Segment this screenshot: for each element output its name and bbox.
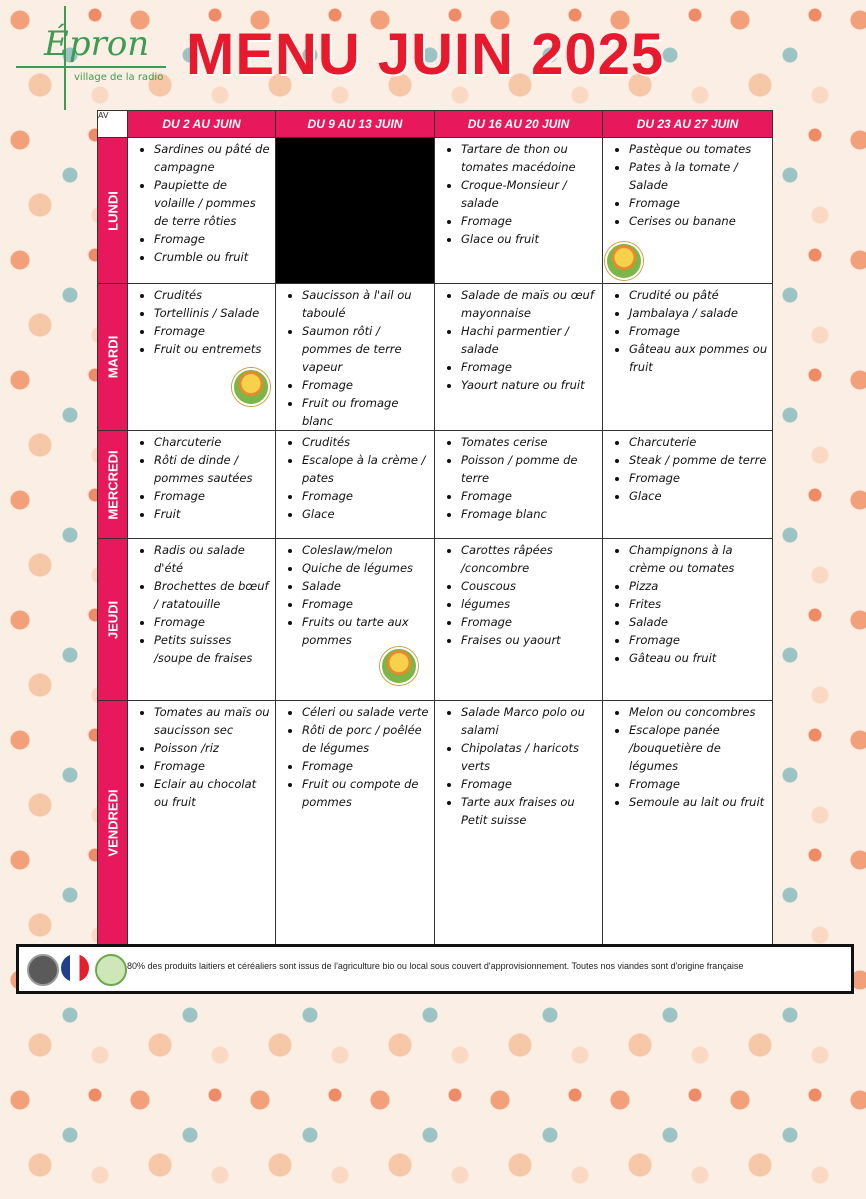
menu-item: • Charcuterie [154,433,271,451]
menu-item: • Fromage [461,613,598,631]
logo-tagline: village de la radio [74,72,164,83]
row-mardi [98,284,773,431]
menu-cell [435,284,603,431]
week-header-3: DU 16 AU 20 JUIN [435,111,603,138]
menu-item: • Charcuterie [629,433,768,451]
menu-item: • Fromage [461,487,598,505]
menu-item: • Saumon rôti / pommes de terre vapeur [302,322,430,376]
redacted-cell [276,138,435,284]
menu-item: • Fromage [629,194,768,212]
menu-item: • Pastèque ou tomates [629,140,768,158]
row-vendredi [98,701,773,945]
menu-item: • Salade Marco polo ou salami [461,703,598,739]
menu-item: • Salade [629,613,768,631]
menu-cell [276,284,435,431]
menu-item: • Tarte aux fraises ou Petit suisse [461,793,598,829]
menu-item: • Tartare de thon ou tomates macédoine [461,140,598,176]
menu-item: • Sardines ou pâté de campagne [154,140,271,176]
menu-item: • Tomates au maïs ou saucisson sec [154,703,271,739]
menu-item: • Fromage [154,613,271,631]
day-label: VENDREDI [105,788,120,857]
menu-item: • Rôti de porc / poêlée de légumes [302,721,430,757]
menu-item: • Semoule au lait ou fruit [629,793,768,811]
menu-item: • Fromage [302,757,430,775]
menu-item: • Fromage [629,469,768,487]
menu-cell [435,431,603,539]
week-header-1: DU 2 AU JUIN [128,111,276,138]
bio-logo-icon [95,954,127,986]
row-lundi [98,138,773,284]
menu-item: • Fruit [154,505,271,523]
menu-item: • Fromage [302,376,430,394]
menu-item: • Fromage [154,322,271,340]
menu-cell [603,539,773,701]
menu-item: • Petits suisses /soupe de fraises [154,631,271,667]
menu-item: • Crumble ou fruit [154,248,271,266]
menu-item: • Carottes râpées /concombre [461,541,598,577]
menu-item: • Glace [629,487,768,505]
menu-item: • Poisson /riz [154,739,271,757]
menu-item: • Crudités [154,286,271,304]
menu-item: • Hachi parmentier / salade [461,322,598,358]
menu-item: • Melon ou concombres [629,703,768,721]
menu-item: • Fromage [461,775,598,793]
menu-item: • Glace ou fruit [461,230,598,248]
menu-item: • Fromage [461,358,598,376]
menu-item: • Fromage blanc [461,505,598,523]
week-header-2: DU 9 AU 13 JUIN [276,111,435,138]
local-logo-icon [27,954,59,986]
menu-item: • Fraises ou yaourt [461,631,598,649]
menu-item: • Paupiette de volaille / pommes de terre rôties [154,176,271,230]
menu-item: • Fromage [629,322,768,340]
menu-item: • Salade [302,577,430,595]
menu-cell [435,701,603,945]
menu-item: • Chipolatas / haricots verts [461,739,598,775]
epron-logo [12,6,172,106]
label-rouge-logo-icon [61,954,89,982]
week-header-4: DU 23 AU 27 JUIN [603,111,773,138]
menu-item: • Frites [629,595,768,613]
menu-cell [435,138,603,284]
menu-item: • Fruits ou tarte aux pommes [302,613,430,649]
menu-item: • Escalope à la crème / pates [302,451,430,487]
menu-item: • Fromage [629,775,768,793]
footer-note: 80% des produits laitiers et céréaliers sont issus de l'agriculture bio ou local sous couvert d'approvisionnement. Toutes nos viandes sont d'origine française [127,961,744,971]
day-cell-vendredi [98,701,128,945]
menu-item: • Eclair au chocolat ou fruit [154,775,271,811]
menu-item: • Rôti de dinde / pommes sautées [154,451,271,487]
menu-cell [603,284,773,431]
corner-label: AV [98,111,128,138]
menu-item: • Fromage [154,487,271,505]
footer-banner [16,944,854,994]
menu-item: • Champignons à la crème ou tomates [629,541,768,577]
menu-item: • Glace [302,505,430,523]
menu-item: • Fromage [461,212,598,230]
page-title: MENU JUIN 2025 [186,22,665,87]
menu-cell [128,138,276,284]
menu-table [97,110,773,945]
day-label: JEUDI [105,600,120,639]
menu-item: • Escalope panée /bouquetière de légumes [629,721,768,775]
menu-cell [128,284,276,431]
menu-item: • Fruit ou compote de pommes [302,775,430,811]
menu-item: • Gâteau aux pommes ou fruit [629,340,768,376]
menu-item: • Fromage [302,595,430,613]
row-jeudi [98,539,773,701]
menu-item: • Tortellinis / Salade [154,304,271,322]
fruit-badge-icon [380,647,418,685]
menu-item: • Fruit ou entremets [154,340,271,358]
day-label: MERCREDI [105,449,120,520]
logo-name: Épron [44,24,150,64]
menu-cell [276,701,435,945]
menu-cell [276,431,435,539]
day-cell-lundi [98,138,128,284]
menu-item: • Tomates cerise [461,433,598,451]
day-cell-jeudi [98,539,128,701]
row-mercredi [98,431,773,539]
menu-cell [128,701,276,945]
menu-item: • Coleslaw/melon [302,541,430,559]
menu-item: • Fromage [302,487,430,505]
menu-cell [603,701,773,945]
menu-item: • Cerises ou banane [629,212,768,230]
day-cell-mardi [98,284,128,431]
fruit-badge-icon [232,368,270,406]
menu-item: • Fruit ou fromage blanc [302,394,430,430]
day-label: LUNDI [105,190,120,231]
menu-cell [128,539,276,701]
menu-item: • Yaourt nature ou fruit [461,376,598,394]
logo-line [16,66,166,68]
menu-cell [603,138,773,284]
menu-item: • Crudités [302,433,430,451]
menu-cell [276,539,435,701]
menu-cell [603,431,773,539]
menu-item: • Fromage [629,631,768,649]
menu-item: • Céleri ou salade verte [302,703,430,721]
menu-item: • Quiche de légumes [302,559,430,577]
menu-cell [128,431,276,539]
menu-item: • Brochettes de bœuf / ratatouille [154,577,271,613]
menu-item: • Couscous [461,577,598,595]
menu-item: • Pates à la tomate / Salade [629,158,768,194]
menu-item: • Steak / pomme de terre [629,451,768,469]
week-header-row [98,111,773,138]
day-cell-mercredi [98,431,128,539]
menu-item: • Saucisson à l'ail ou taboulé [302,286,430,322]
menu-item: • Croque-Monsieur / salade [461,176,598,212]
menu-item: • Jambalaya / salade [629,304,768,322]
menu-item: • légumes [461,595,598,613]
menu-item: • Fromage [154,230,271,248]
menu-item: • Gâteau ou fruit [629,649,768,667]
day-label: MARDI [105,335,120,379]
menu-item: • Fromage [154,757,271,775]
menu-item: • Pizza [629,577,768,595]
menu-item: • Radis ou salade d'été [154,541,271,577]
menu-item: • Salade de maïs ou œuf mayonnaise [461,286,598,322]
menu-cell [435,539,603,701]
menu-item: • Crudité ou pâté [629,286,768,304]
fruit-badge-icon [605,242,643,280]
menu-item: • Poisson / pomme de terre [461,451,598,487]
